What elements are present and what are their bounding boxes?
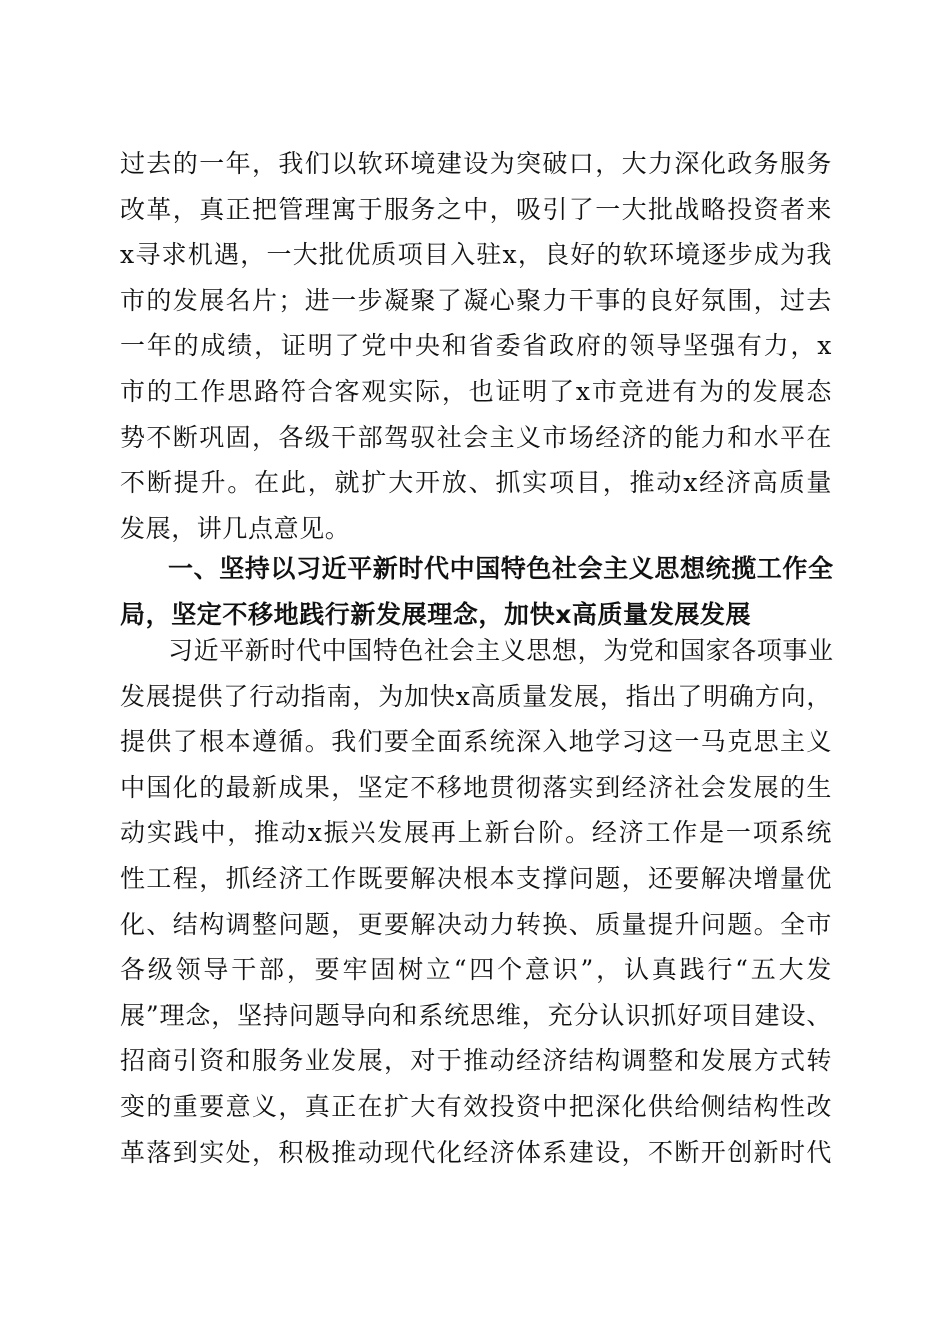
paragraph-line: 革落到实处，积极推动现代化经济体系建设，不断开创新时代 <box>120 1137 832 1167</box>
paragraph-line: 发展提供了行动指南，为加快x高质量发展，指出了明确方向， <box>120 681 832 711</box>
paragraph-line: 一年的成绩，证明了党中央和省委省政府的领导坚强有力，x <box>120 331 832 361</box>
paragraph-line: 过去的一年，我们以软环境建设为突破口，大力深化政务服务 <box>120 149 832 178</box>
paragraph-line: 发展，讲几点意见。 <box>120 513 351 543</box>
paragraph-line: 动实践中，推动x振兴发展再上新台阶。经济工作是一项系统 <box>120 818 832 848</box>
paragraph-line: 性工程，抓经济工作既要解决根本支撑问题，还要解决增量优 <box>120 863 832 893</box>
paragraph-line: 中国化的最新成果，坚定不移地贯彻落实到经济社会发展的生 <box>120 772 832 802</box>
paragraph-1 <box>120 141 832 551</box>
paragraph-line: 招商引资和服务业发展，对于推动经济结构调整和发展方式转 <box>120 1046 832 1076</box>
paragraph-line: 变的重要意义，真正在扩大有效投资中把深化供给侧结构性改 <box>120 1091 832 1121</box>
paragraph-line: 展”理念，坚持问题导向和系统思维，充分认识抓好项目建设、 <box>120 1000 832 1030</box>
paragraph-line: 不断提升。在此，就扩大开放、抓实项目，推动x经济高质量 <box>120 468 832 498</box>
section-heading-1 <box>120 546 832 637</box>
paragraph-line: 提供了根本遵循。我们要全面系统深入地学习这一马克思主义 <box>120 727 832 757</box>
paragraph-2 <box>120 628 832 1175</box>
paragraph-line: 势不断巩固，各级干部驾驭社会主义市场经济的能力和水平在 <box>120 422 832 452</box>
paragraph-line: 市的发展名片；进一步凝聚了凝心聚力干事的良好氛围，过去 <box>120 285 832 315</box>
paragraph-line: 各级领导干部，要牢固树立“四个意识”，认真践行“五大发 <box>120 955 832 985</box>
heading-line: 一、坚持以习近平新时代中国特色社会主义思想统揽工作全 <box>168 554 834 583</box>
paragraph-line: 市的工作思路符合客观实际，也证明了x市竞进有为的发展态 <box>120 376 832 406</box>
paragraph-line: x寻求机遇，一大批优质项目入驻x，良好的软环境逐步成为我 <box>120 240 832 270</box>
paragraph-line: 化、结构调整问题，更要解决动力转换、质量提升问题。全市 <box>120 909 832 939</box>
paragraph-line: 改革，真正把管理寓于服务之中，吸引了一大批战略投资者来 <box>120 194 832 224</box>
paragraph-line: 习近平新时代中国特色社会主义思想，为党和国家各项事业 <box>168 636 834 665</box>
heading-line: 局，坚定不移地践行新发展理念，加快x高质量发展发展 <box>120 599 752 629</box>
